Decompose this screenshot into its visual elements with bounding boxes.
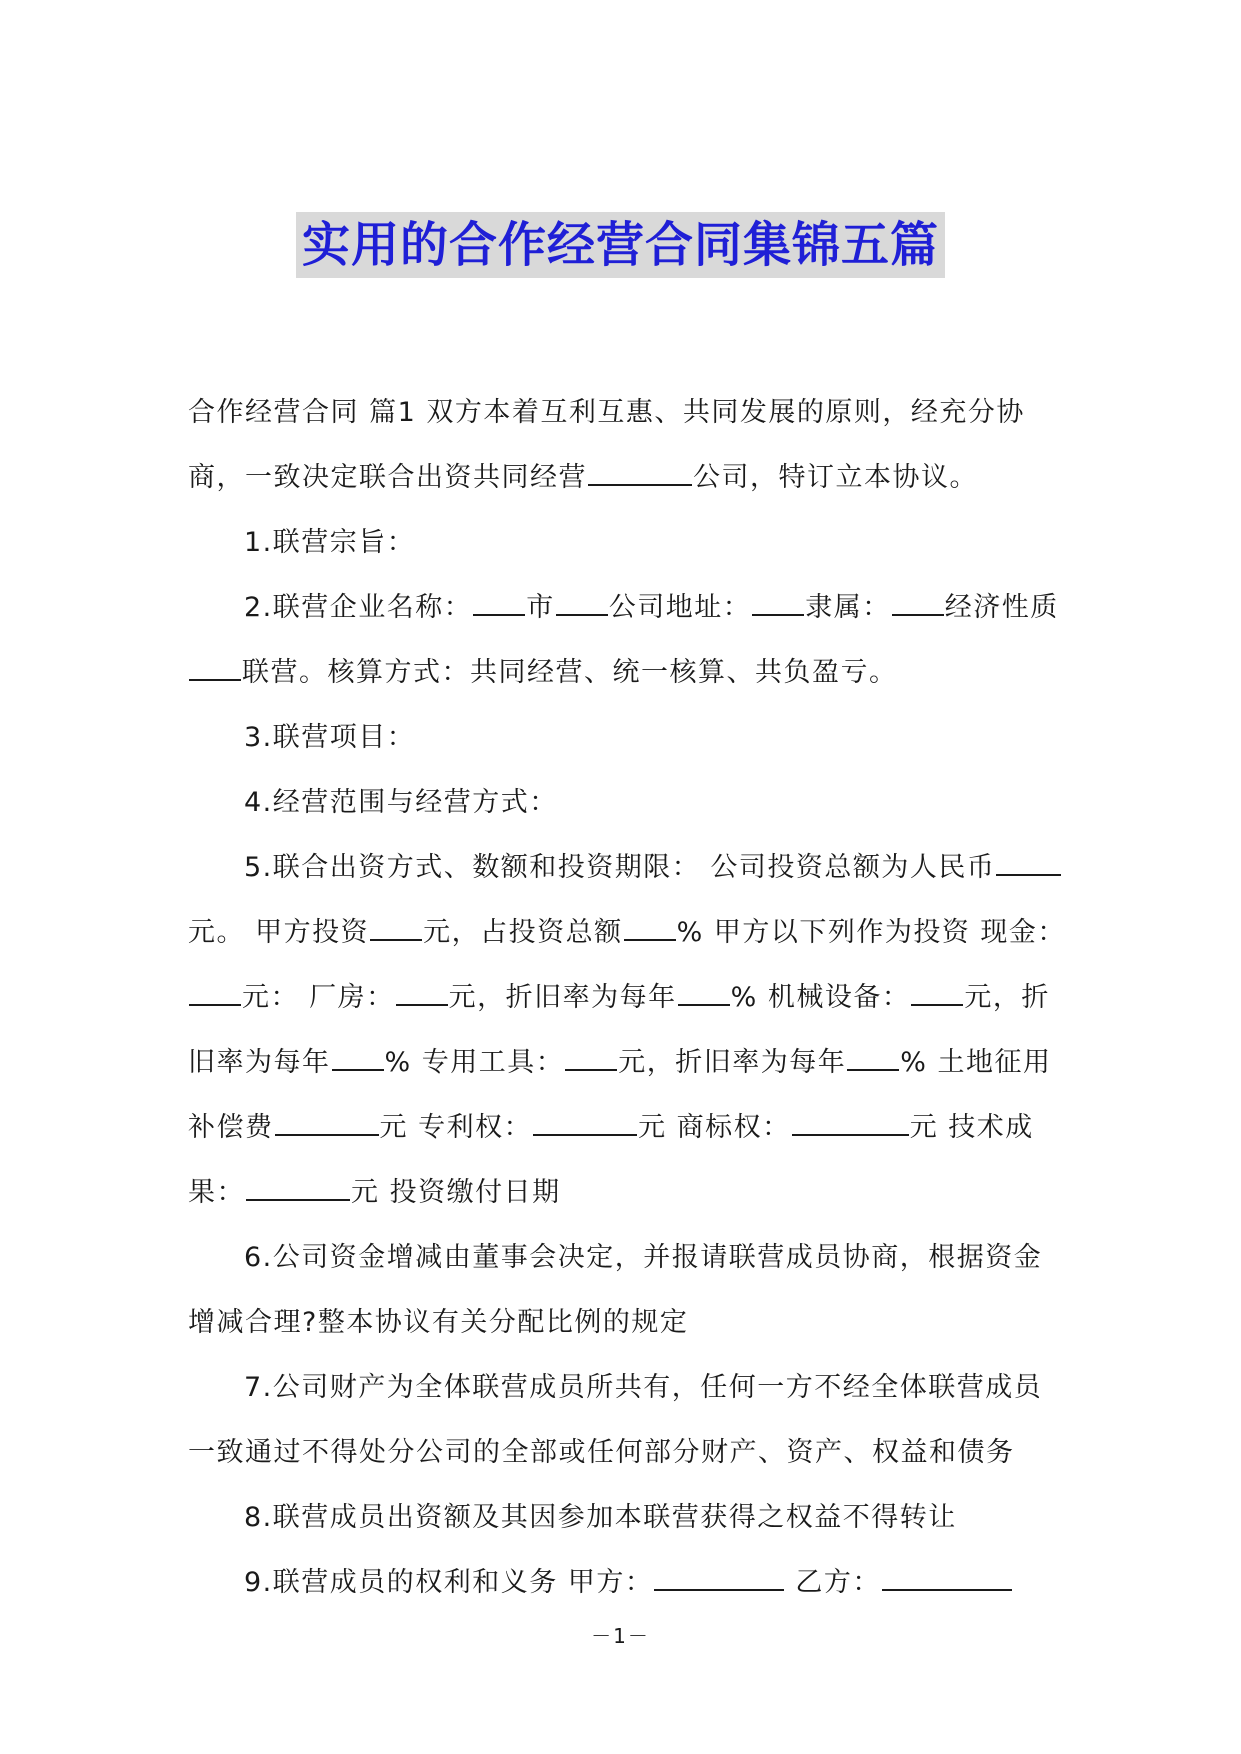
paragraph-text: 4.经营范围与经营方式：	[244, 787, 558, 818]
document-title: 实用的合作经营合同集锦五篇	[296, 212, 945, 278]
fill-in-blank	[275, 1112, 379, 1136]
paragraph-text: 元： 厂房：	[242, 982, 395, 1013]
paragraph	[188, 835, 1068, 1225]
fill-in-blank	[396, 982, 448, 1006]
paragraph-text: 元 投资缴付日期	[351, 1177, 561, 1208]
paragraph-text: 隶属：	[805, 592, 891, 623]
paragraph	[188, 1225, 1068, 1355]
paragraph	[188, 1485, 1068, 1550]
fill-in-blank	[882, 1567, 1012, 1591]
paragraph-text: 公司地址：	[608, 592, 752, 623]
paragraph-text: 元 商标权：	[638, 1112, 791, 1143]
fill-in-blank	[996, 852, 1061, 876]
paragraph-text: 5.联合出资方式、数额和投资期限： 公司投资总额为人民币	[244, 852, 996, 883]
fill-in-blank	[246, 1177, 350, 1201]
fill-in-blank	[189, 982, 241, 1006]
paragraph-text: 市	[526, 592, 555, 623]
paragraph	[188, 1550, 1068, 1615]
paragraph-text: 合作经营合同 篇1 双方本着互利互惠、共同发展的原则，经充分协商，一致决定联合出资共同经营	[188, 397, 1025, 493]
paragraph-text: 元 专利权：	[379, 1112, 533, 1143]
fill-in-blank	[370, 917, 422, 941]
paragraph-text: 1.联营宗旨：	[244, 527, 416, 558]
fill-in-blank	[189, 657, 241, 681]
fill-in-blank	[911, 982, 963, 1006]
paragraph	[188, 510, 1068, 575]
paragraph-text: % 专用工具：	[384, 1047, 565, 1078]
fill-in-blank	[847, 1047, 899, 1071]
paragraph-text: 元。 甲方投资	[188, 917, 370, 948]
paragraph-text: % 土地征用补偿费	[188, 1047, 1052, 1143]
paragraph-text: 3.联营项目：	[244, 722, 416, 753]
fill-in-blank	[533, 1112, 637, 1136]
paragraph-text: 元，折旧率为每年	[188, 982, 1050, 1078]
fill-in-blank	[473, 592, 525, 616]
paragraph-text: 9.联营成员的权利和义务 甲方：	[244, 1567, 654, 1598]
paragraph-text: 元，折旧率为每年	[448, 982, 677, 1013]
paragraph-text: % 机械设备：	[730, 982, 911, 1013]
fill-in-blank	[654, 1567, 784, 1591]
fill-in-blank	[678, 982, 730, 1006]
paragraph	[188, 380, 1068, 510]
page-number: －1－	[591, 1624, 650, 1648]
fill-in-blank	[892, 592, 944, 616]
paragraph-text: 2.联营企业名称：	[244, 592, 473, 623]
paragraph-text: 元 技术成果：	[188, 1112, 1034, 1208]
fill-in-blank	[792, 1112, 909, 1136]
title-container	[0, 212, 1241, 278]
paragraph-text: 6.公司资金增减由董事会决定，并报请联营成员协商，根据资金增减合理?整本协议有关分配比例的规定	[188, 1242, 1043, 1338]
paragraph-text: % 甲方以下列作为投资 现金：	[676, 917, 1066, 948]
paragraph-text: 乙方：	[785, 1567, 881, 1598]
paragraph-text: 元，折旧率为每年	[618, 1047, 847, 1078]
paragraph	[188, 1355, 1068, 1485]
paragraph-text: 公司，特订立本协议。	[693, 462, 978, 493]
fill-in-blank	[332, 1047, 384, 1071]
fill-in-blank	[752, 592, 804, 616]
paragraph	[188, 575, 1068, 705]
paragraph-text: 元，占投资总额	[423, 917, 623, 948]
fill-in-blank	[624, 917, 676, 941]
paragraph	[188, 705, 1068, 770]
fill-in-blank	[556, 592, 608, 616]
fill-in-blank	[565, 1047, 617, 1071]
paragraph-text: 经济性质	[944, 592, 1059, 623]
paragraph-text: 8.联营成员出资额及其因参加本联营获得之权益不得转让	[244, 1502, 957, 1533]
paragraph-text: 联营。核算方式：共同经营、统一核算、共负盈亏。	[242, 657, 898, 688]
fill-in-blank	[588, 462, 692, 486]
document-body	[188, 380, 1068, 1615]
paragraph-text: 7.公司财产为全体联营成员所共有，任何一方不经全体联营成员一致通过不得处分公司的全部或任何部分财产、资产、权益和债务	[188, 1372, 1043, 1468]
paragraph	[188, 770, 1068, 835]
